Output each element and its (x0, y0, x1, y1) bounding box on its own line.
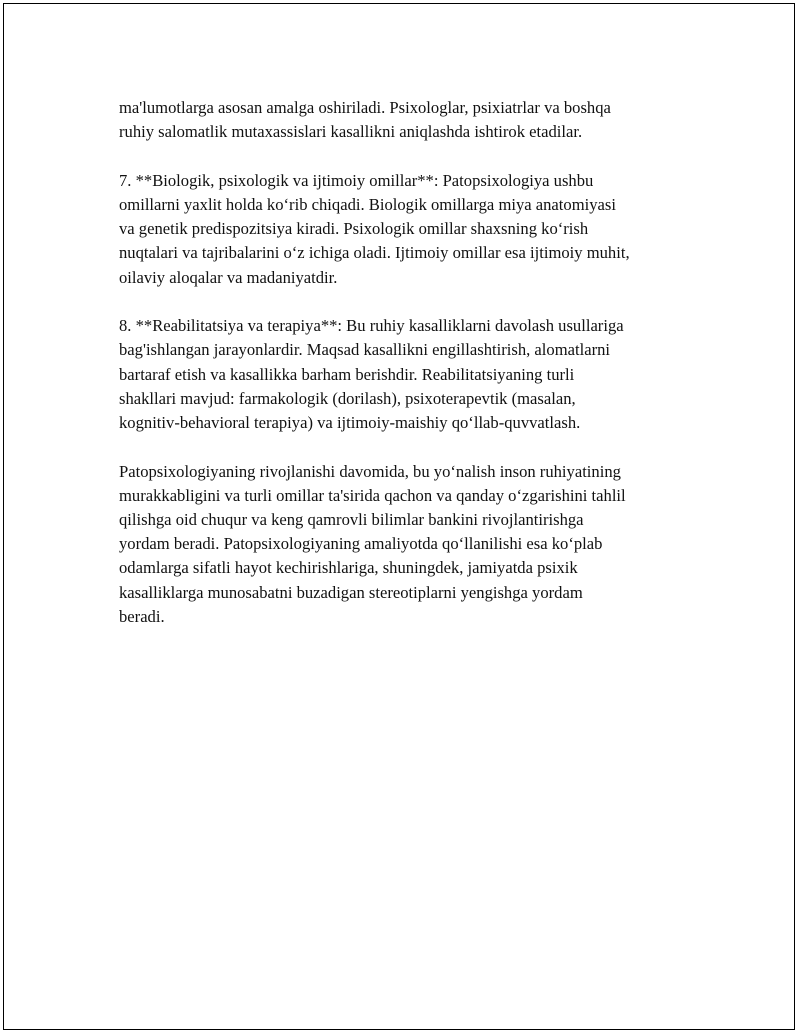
text-line: omillarni yaxlit holda ko‘rib chiqadi. Biologik omillarga miya anatomiyasi (119, 195, 616, 214)
paragraph-item-8 (119, 314, 689, 435)
text-line: kasalliklarga munosabatni buzadigan stereotiplarni yengishga yordam (119, 582, 583, 602)
text-line: ma'lumotlarga asosan amalga oshiriladi. Psixologlar, psixiatrlar va boshqa (119, 98, 611, 117)
text-line: bag'ishlangan jarayonlardir. Maqsad kasallikni engillashtirish, alomatlarni (119, 340, 610, 360)
text-line: nuqtalari va tajribalarini o‘z ichiga oladi. Ijtimoiy omillar esa ijtimoiy muhit, (119, 243, 630, 263)
document-body (119, 96, 689, 653)
text-line: kognitiv-behavioral terapiya) va ijtimoiy-maishiy qo‘llab-quvvatlash. (119, 413, 581, 433)
text-line: murakkabligini va turli omillar ta'sirida qachon va qanday o‘zgarishini tahlil (119, 485, 626, 505)
text-line: Patopsixologiyaning rivojlanishi davomida, bu yo‘nalish inson ruhiyatining (119, 461, 621, 481)
paragraph-conclusion (119, 460, 689, 629)
text-line: ruhiy salomatlik mutaxassislari kasallikni aniqlashda ishtirok etadilar. (119, 122, 583, 142)
paragraph-diagnosis-continuation (119, 96, 689, 144)
text-line: oilaviy aloqalar va madaniyatdir. (119, 267, 338, 287)
text-line: 8. **Reabilitatsiya va terapiya**: Bu ruhiy kasalliklarni davolash usullariga (119, 316, 624, 336)
text-line: shakllari mavjud: farmakologik (dorilash), psixoterapevtik (masalan, (119, 388, 576, 408)
text-line: beradi. (119, 606, 165, 626)
text-line: va genetik predispozitsiya kiradi. Psixologik omillar shaxsning ko‘rish (119, 219, 589, 239)
text-line: bartaraf etish va kasallikka barham berishdir. Reabilitatsiyaning turli (119, 364, 575, 384)
text-line: qilishga oid chuqur va keng qamrovli bilimlar bankini rivojlantirishga (119, 510, 584, 530)
text-line: odamlarga sifatli hayot kechirishlariga, shuningdek, jamiyatda psixik (119, 558, 578, 578)
text-line: 7. **Biologik, psixologik va ijtimoiy omillar**: Patopsixologiya ushbu (119, 170, 594, 190)
document-page (3, 3, 795, 1030)
paragraph-item-7 (119, 169, 689, 290)
text-line: yordam beradi. Patopsixologiyaning amaliyotda qo‘llanilishi esa ko‘plab (119, 534, 603, 554)
